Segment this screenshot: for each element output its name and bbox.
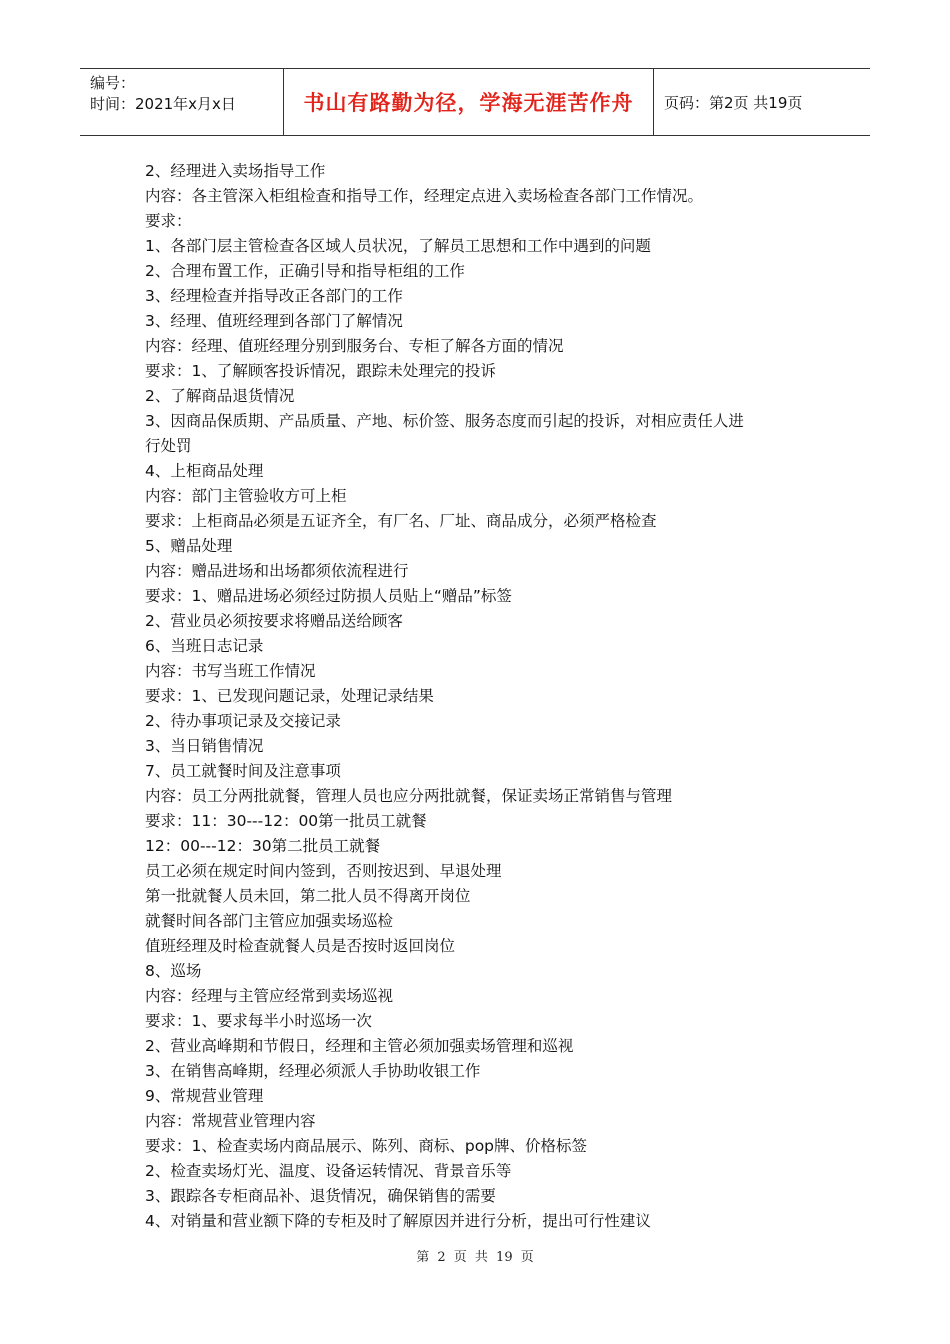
body-line: 12：00---12：30第二批员工就餐 xyxy=(145,837,381,855)
header-page-info: 页码：第2页 共19页 xyxy=(664,93,803,112)
body-line: 4、对销量和营业额下降的专柜及时了解原因并进行分析，提出可行性建议 xyxy=(145,1212,651,1230)
body-line: 内容：各主管深入柜组检查和指导工作，经理定点进入卖场检查各部门工作情况。 xyxy=(145,187,704,205)
body-line: 9、常规营业管理 xyxy=(145,1087,264,1105)
document-date: 时间：2021年x月x日 xyxy=(90,95,236,113)
document-number-label: 编号： xyxy=(90,74,136,92)
body-line: 要求： xyxy=(145,212,192,230)
body-line: 2、经理进入卖场指导工作 xyxy=(145,162,326,180)
body-line: 内容：经理与主管应经常到卖场巡视 xyxy=(145,987,394,1005)
body-line: 员工必须在规定时间内签到，否则按迟到、早退处理 xyxy=(145,862,502,880)
body-line: 4、上柜商品处理 xyxy=(145,462,264,480)
body-line: 2、营业高峰期和节假日，经理和主管必须加强卖场管理和巡视 xyxy=(145,1037,574,1055)
body-line: 要求：1、了解顾客投诉情况，跟踪未处理完的投诉 xyxy=(145,362,496,380)
body-line: 3、在销售高峰期，经理必须派人手协助收银工作 xyxy=(145,1062,481,1080)
body-line: 6、当班日志记录 xyxy=(145,637,264,655)
body-line: 2、营业员必须按要求将赠品送给顾客 xyxy=(145,612,403,630)
body-line: 要求：1、要求每半小时巡场一次 xyxy=(145,1012,372,1030)
body-line: 3、跟踪各专柜商品补、退货情况，确保销售的需要 xyxy=(145,1187,496,1205)
body-line: 内容：部门主管验收方可上柜 xyxy=(145,487,347,505)
body-line: 1、各部门层主管检查各区域人员状况，了解员工思想和工作中遇到的问题 xyxy=(145,237,651,255)
body-line: 3、经理检查并指导改正各部门的工作 xyxy=(145,287,403,305)
body-line: 5、赠品处理 xyxy=(145,537,233,555)
header-motto: 书山有路勤为径，学海无涯苦作舟 xyxy=(284,69,654,135)
body-line: 要求：1、赠品进场必须经过防损人员贴上“赠品”标签 xyxy=(145,587,512,605)
body-line: 内容：经理、值班经理分别到服务台、专柜了解各方面的情况 xyxy=(145,337,564,355)
body-line: 内容：常规营业管理内容 xyxy=(145,1112,316,1130)
body-line: 3、经理、值班经理到各部门了解情况 xyxy=(145,312,403,330)
page-header xyxy=(80,68,870,136)
body-line: 3、当日销售情况 xyxy=(145,737,264,755)
page-footer: 第 2 页 共 19 页 xyxy=(416,1250,534,1265)
body-line: 第一批就餐人员未回，第二批人员不得离开岗位 xyxy=(145,887,471,905)
body-line: 就餐时间各部门主管应加强卖场巡检 xyxy=(145,912,394,930)
body-line: 行处罚 xyxy=(145,437,192,455)
body-line: 3、因商品保质期、产品质量、产地、标价签、服务态度而引起的投诉，对相应责任人进 xyxy=(145,412,744,430)
body-line: 内容：员工分两批就餐，管理人员也应分两批就餐，保证卖场正常销售与管理 xyxy=(145,787,673,805)
body-line: 内容：赠品进场和出场都须依流程进行 xyxy=(145,562,409,580)
header-meta xyxy=(80,69,284,135)
body-line: 7、员工就餐时间及注意事项 xyxy=(145,762,341,780)
body-line: 2、检查卖场灯光、温度、设备运转情况、背景音乐等 xyxy=(145,1162,512,1180)
body-line: 要求：1、检查卖场内商品展示、陈列、商标、pop牌、价格标签 xyxy=(145,1137,588,1155)
document-body xyxy=(145,159,825,1234)
body-line: 2、待办事项记录及交接记录 xyxy=(145,712,341,730)
body-line: 要求：11：30---12：00第一批员工就餐 xyxy=(145,812,427,830)
body-line: 值班经理及时检查就餐人员是否按时返回岗位 xyxy=(145,937,456,955)
body-line: 内容：书写当班工作情况 xyxy=(145,662,316,680)
body-line: 要求：1、已发现问题记录，处理记录结果 xyxy=(145,687,434,705)
body-line: 2、了解商品退货情况 xyxy=(145,387,295,405)
body-line: 8、巡场 xyxy=(145,962,202,980)
body-line: 要求：上柜商品必须是五证齐全，有厂名、厂址、商品成分，必须严格检查 xyxy=(145,512,657,530)
body-line: 2、合理布置工作，正确引导和指导柜组的工作 xyxy=(145,262,465,280)
